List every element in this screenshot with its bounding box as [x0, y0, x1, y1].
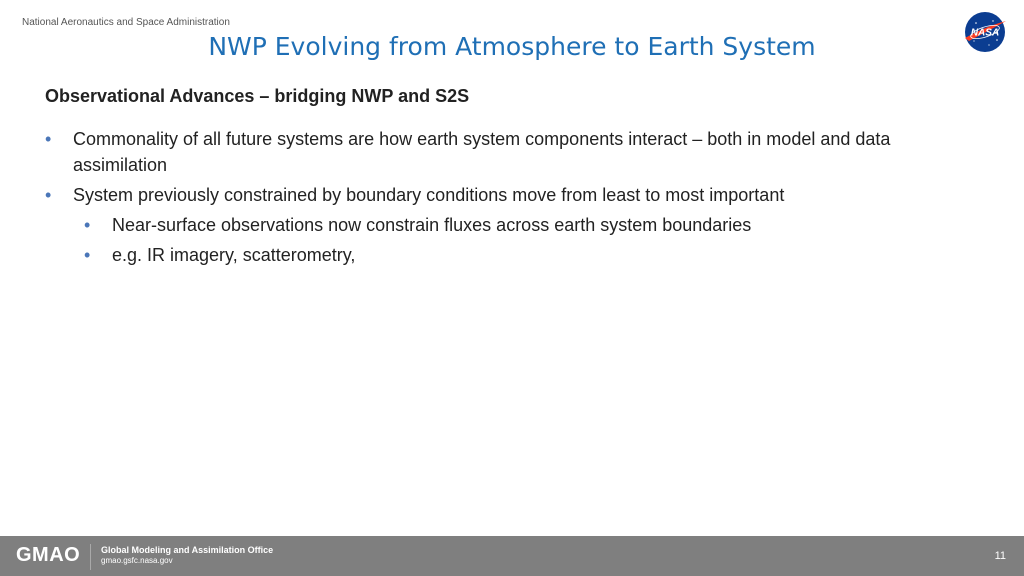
slide-title: NWP Evolving from Atmosphere to Earth System: [208, 32, 816, 61]
footer-bar: [0, 536, 1024, 576]
slide-subtitle: Observational Advances – bridging NWP and S2S: [45, 86, 470, 106]
bullet-marker-icon: •: [84, 245, 91, 265]
page-number: 11: [994, 550, 1006, 562]
bullet-item: [45, 182, 975, 208]
bullet-text: e.g. IR imagery, scatterometry,: [112, 245, 356, 265]
bullet-marker-icon: •: [45, 185, 52, 205]
agency-name: National Aeronautics and Space Administration: [22, 17, 230, 28]
sub-bullet-item: [45, 242, 975, 268]
office-name: Global Modeling and Assimilation Office: [101, 545, 274, 555]
nasa-logo-icon: [962, 10, 1008, 54]
bullet-marker-icon: •: [84, 215, 91, 235]
footer-divider: [90, 544, 91, 570]
sub-bullet-item: [45, 212, 975, 238]
bullet-text: Near-surface observations now constrain fluxes across earth system boundaries: [112, 215, 752, 235]
nasa-logo-text: NASA: [970, 27, 1000, 39]
bullet-marker-icon: •: [45, 129, 52, 149]
office-website: gmao.gsfc.nasa.gov: [101, 556, 173, 565]
bullet-text: System previously constrained by boundary conditions move from least to most important: [73, 185, 785, 205]
bullet-text: Commonality of all future systems are how earth system components interact – both in model and data assimilation: [73, 129, 891, 175]
bullet-list: [45, 126, 975, 272]
gmao-logo: GMAO: [16, 544, 81, 566]
bullet-item: [45, 126, 975, 178]
